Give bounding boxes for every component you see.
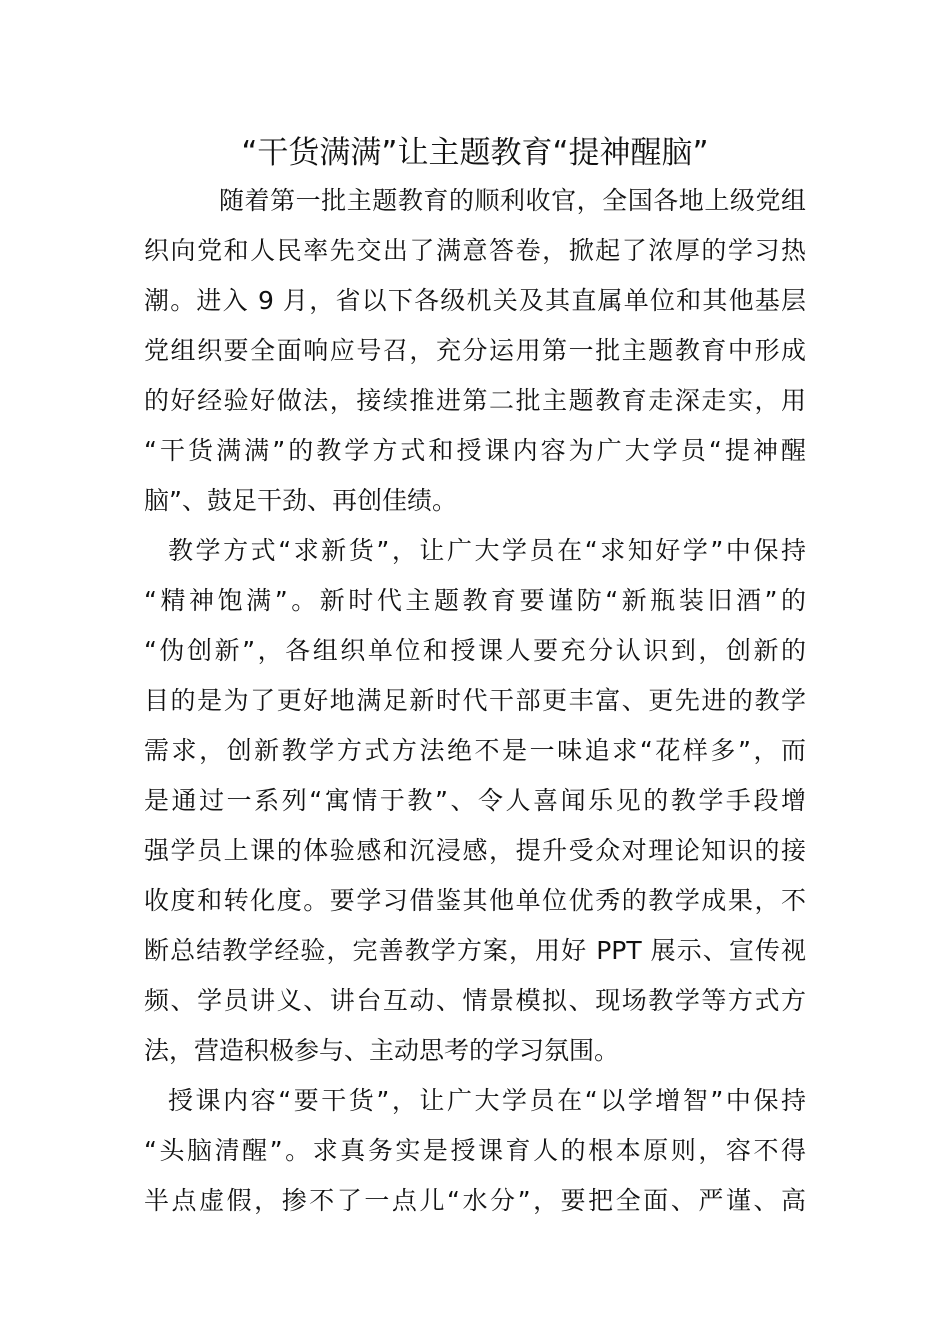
paragraph-2-line-4: 目的是为了更好地满足新时代干部更丰富、更先进的教学 bbox=[144, 686, 806, 715]
paragraph-2-line-2: “精神饱满”。新时代主题教育要谨防“新瓶装旧酒”的 bbox=[144, 586, 806, 615]
paragraph-2-line-1: 教学方式“求新货”，让广大学员在“求知好学”中保持 bbox=[168, 536, 806, 565]
paragraph-3-line-1: 授课内容“要干货”，让广大学员在“以学增智”中保持 bbox=[168, 1086, 806, 1115]
paragraph-2-line-6: 是通过一系列“寓情于教”、令人喜闻乐见的教学手段增 bbox=[144, 786, 806, 815]
paragraph-1-line-7: 脑”、鼓足干劲、再创佳绩。 bbox=[144, 486, 457, 515]
paragraph-2-line-3: “伪创新”，各组织单位和授课人要充分认识到，创新的 bbox=[144, 636, 806, 665]
paragraph-2-line-8: 收度和转化度。要学习借鉴其他单位优秀的教学成果，不 bbox=[144, 886, 806, 915]
paragraph-1-line-5: 的好经验好做法，接续推进第二批主题教育走深走实，用 bbox=[144, 386, 806, 415]
paragraph-1-line-2: 织向党和人民率先交出了满意答卷，掀起了浓厚的学习热 bbox=[144, 236, 806, 265]
document-title: “干货满满”让主题教育“提神醒脑” bbox=[241, 135, 709, 171]
paragraph-2-line-11: 法，营造积极参与、主动思考的学习氛围。 bbox=[144, 1036, 620, 1065]
paragraph-1-line-3: 潮。进入 9 月，省以下各级机关及其直属单位和其他基层 bbox=[144, 286, 806, 315]
paragraph-1-line-6: “干货满满”的教学方式和授课内容为广大学员“提神醒 bbox=[144, 436, 806, 465]
paragraph-3-line-2: “头脑清醒”。求真务实是授课育人的根本原则，容不得 bbox=[144, 1136, 806, 1165]
paragraph-1-line-4: 党组织要全面响应号召，充分运用第一批主题教育中形成 bbox=[144, 336, 806, 365]
paragraph-1-line-1: 随着第一批主题教育的顺利收官，全国各地上级党组 bbox=[219, 186, 806, 215]
paragraph-2-line-9: 断总结教学经验，完善教学方案，用好 PPT 展示、宣传视 bbox=[144, 936, 806, 965]
paragraph-2-line-5: 需求，创新教学方式方法绝不是一味追求“花样多”，而 bbox=[144, 736, 806, 765]
paragraph-2-line-7: 强学员上课的体验感和沉浸感，提升受众对理论知识的接 bbox=[144, 836, 806, 865]
paragraph-2-line-10: 频、学员讲义、讲台互动、情景模拟、现场教学等方式方 bbox=[144, 986, 806, 1015]
paragraph-3-line-3: 半点虚假，掺不了一点儿“水分”，要把全面、严谨、高 bbox=[144, 1186, 806, 1215]
